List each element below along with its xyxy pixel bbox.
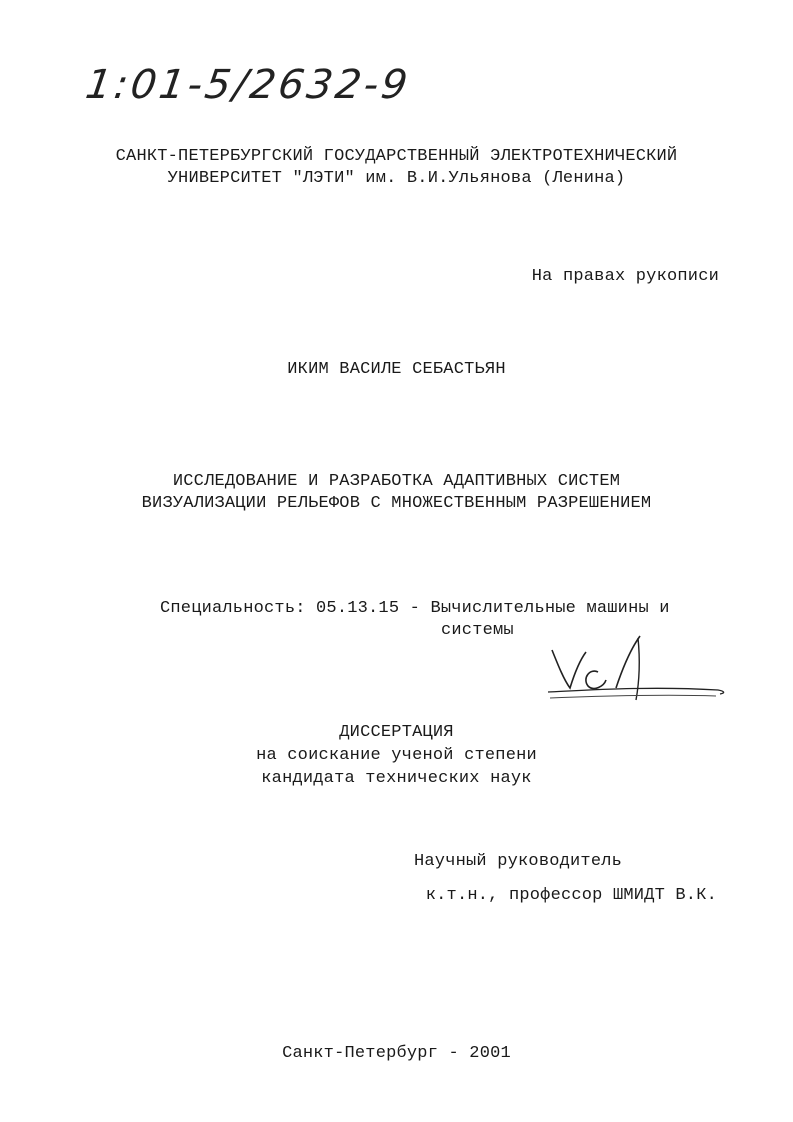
institution-line-1: САНКТ-ПЕТЕРБУРГСКИЙ ГОСУДАРСТВЕННЫЙ ЭЛЕКТРОТЕХНИЧЕСКИЙ [115, 147, 678, 166]
degree-line-2: на соискание ученой степени [256, 746, 537, 765]
city-year: Санкт-Петербург - 2001 [282, 1044, 511, 1063]
supervisor-name: к.т.н., профессор ШМИДТ В.К. [425, 886, 717, 905]
institution-line-2: УНИВЕРСИТЕТ "ЛЭТИ" им. В.И.Ульянова (Ленина) [167, 169, 626, 188]
degree-heading: ДИССЕРТАЦИЯ [339, 723, 454, 742]
specialty-line-2: системы [441, 621, 514, 640]
dissertation-title-line-1: ИССЛЕДОВАНИЕ И РАЗРАБОТКА АДАПТИВНЫХ СИСТЕМ [172, 472, 621, 491]
author-name: ИКИМ ВАСИЛЕ СЕБАСТЬЯН [287, 360, 506, 379]
degree-line-3: кандидата технических наук [261, 769, 532, 788]
signature [540, 630, 730, 710]
handwritten-catalog-number: 1:01-5/2632-9 [82, 62, 414, 108]
supervisor-label: Научный руководитель [414, 852, 623, 871]
specialty-line-1: Специальность: 05.13.15 - Вычислительные машины и [160, 599, 670, 618]
dissertation-title-line-2: ВИЗУАЛИЗАЦИИ РЕЛЬЕФОВ С МНОЖЕСТВЕННЫМ РАЗРЕШЕНИЕМ [141, 494, 652, 513]
rights-note: На правах рукописи [531, 267, 719, 286]
